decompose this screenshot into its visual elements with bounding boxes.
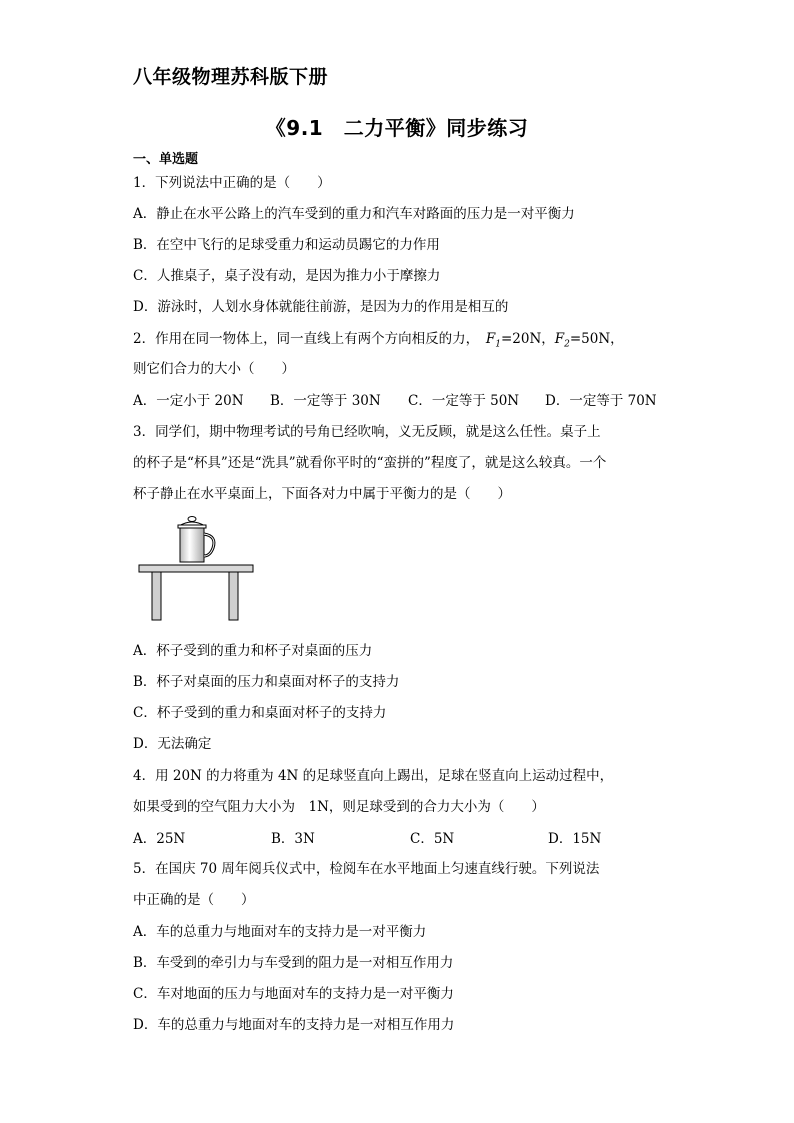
force-1-subscript: 1 [495,339,501,350]
question-5-option-b: B．车受到的牵引力与车受到的阻力是一对相互作用力 [133,955,454,971]
question-1-option-b: B．在空中飞行的足球受重力和运动员踢它的力作用 [133,237,440,253]
question-3-option-c: C．杯子受到的重力和桌面对杯子的支持力 [133,705,387,721]
question-3-stem-line-3: 杯子静止在水平桌面上，下面各对力中属于平衡力的是（ ） [133,486,511,502]
question-5-stem-line-2: 中正确的是（ ） [133,892,255,908]
force-2-symbol: F [554,331,565,347]
force-1-symbol: F [485,331,496,347]
question-3-option-b: B．杯子对桌面的压力和桌面对杯子的支持力 [133,674,400,690]
page-title: 《9.1 二力平衡》同步练习 [265,116,529,140]
question-2-stem-line-2: 则它们合力的大小（ ） [133,361,295,377]
question-1-option-c: C．人推桌子，桌子没有动，是因为推力小于摩擦力 [133,268,441,284]
question-3-stem-line-1: 3．同学们，期中物理考试的号角已经吹响，义无反顾，就是这么任性。桌子上 [133,424,601,440]
force-1-value: =20N， [500,331,555,347]
question-5-option-d: D．车的总重力与地面对车的支持力是一对相互作用力 [133,1017,455,1033]
question-4-option-a: A．25N [133,831,186,847]
question-4-stem-line-2: 如果受到的空气阻力大小为 1N，则足球受到的合力大小为（ ） [133,799,545,815]
question-2-option-c: C．一定等于 50N [408,393,520,409]
question-3-option-d: D．无法确定 [133,736,212,752]
cup-on-table-figure [137,512,257,624]
question-1-stem: 1．下列说法中正确的是（ ） [133,175,331,191]
question-1-option-d: D．游泳时，人划水身体就能往前游，是因为力的作用是相互的 [133,299,509,315]
force-2-subscript: 2 [564,339,570,350]
grade-heading: 八年级物理苏科版下册 [133,66,329,88]
question-4-option-d: D．15N [548,831,602,847]
question-4-stem-line-1: 4．用 20N 的力将重为 4N 的足球竖直向上踢出，足球在竖直向上运动过程中， [133,768,614,784]
question-2-stem-line-1 [133,330,624,354]
question-2-option-d: D．一定等于 70N [545,393,657,409]
question-5-option-a: A．车的总重力与地面对车的支持力是一对平衡力 [133,924,427,940]
question-3-stem-line-2: 的杯子是“杯具”还是“洗具”就看你平时的“蛮拼的”程度了，就是这么较真。一个 [133,455,607,471]
question-4-option-c: C．5N [410,831,455,847]
question-1-option-a: A．静止在水平公路上的汽车受到的重力和汽车对路面的压力是一对平衡力 [133,206,575,222]
question-3-option-a: A．杯子受到的重力和杯子对桌面的压力 [133,643,373,659]
question-2-stem-text: 2．作用在同一物体上，同一直线上有两个方向相反的力， [133,331,480,347]
question-4-option-b: B．3N [271,831,315,847]
question-2-option-b: B．一定等于 30N [270,393,381,409]
section-heading: 一、单选题 [133,152,199,167]
force-2-value: =50N， [569,331,624,347]
question-5-stem-line-1: 5．在国庆 70 周年阅兵仪式中，检阅车在水平地面上匀速直线行驶。下列说法 [133,861,600,877]
question-5-option-c: C．车对地面的压力与地面对车的支持力是一对平衡力 [133,986,454,1002]
question-2-option-a: A．一定小于 20N [133,393,244,409]
